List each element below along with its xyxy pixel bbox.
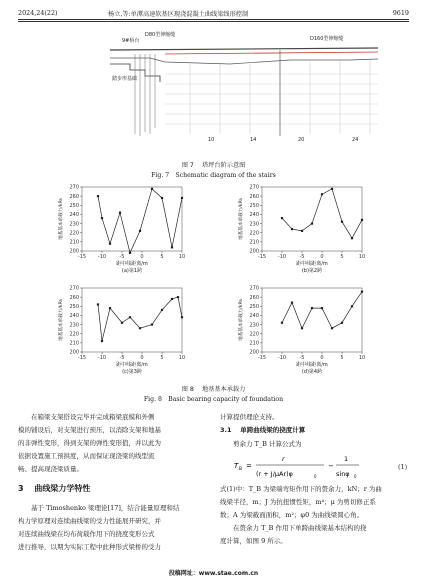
body-line: 构力学原理对连续曲线梁的受力性能展开研究，并	[18, 517, 161, 525]
plot-frame	[262, 187, 362, 251]
x-axis-label: 距中线距离/m	[296, 261, 328, 267]
y-tick-label: 210	[249, 340, 259, 347]
data-point	[161, 197, 163, 199]
y-tick-label: 270	[69, 184, 79, 191]
data-point	[181, 197, 183, 199]
fig8-caption-cn: 图 8 地基基本承载力	[181, 386, 246, 393]
data-point	[311, 307, 313, 309]
pile-group	[135, 54, 155, 136]
equation-1	[234, 451, 384, 481]
chart-span-3	[30, 282, 210, 379]
data-point	[361, 219, 363, 221]
x-tick-label: 5	[340, 355, 344, 361]
y-tick-label: 230	[249, 322, 259, 329]
y-tick-label: 220	[249, 331, 259, 338]
label-stair-foundation: 踏步形基础	[112, 76, 138, 82]
subplot-caption: (a)第1跨	[121, 268, 143, 274]
axis-label-20: 20	[298, 137, 305, 143]
data-point	[171, 298, 173, 300]
x-tick-label: 5	[160, 254, 164, 260]
svg-text:(r + J/μAr)φ: (r + J/μAr)φ	[256, 470, 293, 478]
y-axis-label: 地基基本承载力/kPa	[59, 299, 64, 341]
equation-number: (1)	[398, 463, 408, 471]
header-title: 杨立,等:单潭高速软基区现浇混凝土曲线梁线形控制	[108, 11, 249, 18]
data-point	[177, 296, 179, 298]
y-tick-label: 260	[69, 294, 79, 301]
x-tick-label: -5	[119, 355, 125, 361]
fig7-diagram	[90, 24, 390, 144]
data-point	[121, 322, 123, 324]
svg-text:T: T	[234, 462, 239, 470]
chart-span-1	[30, 181, 210, 278]
x-tick-label: -10	[277, 254, 287, 260]
y-tick-label: 270	[249, 184, 259, 191]
body-line: 计算提供理论支持。	[220, 413, 279, 421]
data-point	[331, 188, 333, 190]
plot-frame	[82, 288, 182, 352]
y-tick-label: 240	[249, 212, 259, 219]
x-tick-label: -5	[119, 254, 125, 260]
x-axis-label: 距中线距离/m	[116, 362, 148, 368]
body-line: 在箱梁支架搭设完毕并完成箱梁底模和外侧	[18, 413, 155, 421]
body-line: 基于 Timoshenko 梁理论[17]，结合能量原理和结	[18, 504, 180, 512]
data-point	[139, 230, 141, 232]
data-point	[301, 230, 303, 232]
data-point	[351, 305, 353, 307]
x-tick-label: 0	[140, 355, 144, 361]
y-tick-label: 260	[249, 294, 259, 301]
data-point	[129, 252, 131, 254]
x-tick-label: -15	[257, 355, 267, 361]
data-point	[151, 323, 153, 325]
data-point	[351, 237, 353, 239]
deck-line	[110, 48, 378, 50]
svg-text:−: −	[328, 462, 334, 470]
x-tick-label: -10	[277, 355, 287, 361]
data-point	[321, 307, 323, 309]
data-point	[109, 307, 111, 309]
chart-span-4	[210, 282, 390, 379]
y-tick-label: 230	[249, 221, 259, 228]
section-heading: 3 曲线梁力学特性	[18, 484, 91, 493]
data-point	[281, 217, 283, 219]
y-tick-label: 210	[69, 239, 79, 246]
body-line: 模的铺设后，对支架进行预压，以消除支架和地基	[18, 426, 161, 434]
series-line	[98, 297, 182, 341]
y-axis-label: 地基基本承载力/kPa	[239, 299, 244, 341]
body-line: 度计算，如图 9 所示。	[220, 537, 287, 545]
y-tick-label: 210	[69, 340, 79, 347]
y-tick-label: 200	[249, 349, 259, 356]
x-tick-label: 0	[140, 254, 144, 260]
data-point	[139, 327, 141, 329]
y-tick-label: 270	[249, 285, 259, 292]
series-line	[282, 189, 362, 238]
y-tick-label: 240	[69, 313, 79, 320]
body-line: 在赘余力 T_B 作用下单跨曲线梁基本结构的挠	[220, 524, 367, 532]
x-axis-label: 距中线距离/m	[296, 362, 328, 368]
body-line: 剪余力 T_B 计算公式为	[220, 440, 302, 448]
data-point	[361, 291, 363, 293]
axis-label-10: 10	[208, 137, 215, 143]
data-point	[341, 322, 343, 324]
plot-frame	[262, 288, 362, 352]
svg-text:sinφ: sinφ	[336, 470, 350, 478]
series-line	[282, 292, 362, 329]
data-point	[281, 322, 283, 324]
data-point	[341, 221, 343, 223]
y-tick-label: 220	[249, 230, 259, 237]
y-tick-label: 260	[249, 193, 259, 200]
subsection-heading: 3.1 单跨曲线梁的挠度计算	[220, 426, 306, 434]
label-abutment: 9#桥台	[122, 38, 140, 44]
svg-text:r: r	[282, 455, 285, 463]
fig7-caption-en: Fig. 7 Schematic diagram of the stairs	[151, 172, 276, 179]
data-point	[321, 193, 323, 195]
deck-red-line	[165, 52, 378, 54]
footer-url: 投稿网址：www.stae.com.cn	[168, 570, 259, 577]
x-axis-label: 距中线距离/m	[116, 261, 148, 267]
header-rule	[18, 19, 409, 20]
header-issue: 2024,24(22)	[18, 9, 58, 17]
svg-text:=: =	[246, 462, 252, 470]
y-tick-label: 240	[69, 212, 79, 219]
y-tick-label: 250	[249, 303, 259, 310]
data-point	[311, 222, 313, 224]
y-tick-label: 230	[69, 322, 79, 329]
svg-text:0: 0	[354, 474, 357, 479]
data-point	[161, 309, 163, 311]
body-line: 式(1)中：T_B 为梁端弯矩作用下的赘余力，kN；r 为曲	[220, 485, 382, 493]
body-line: 进行推导，以期为实际工程中此种形式梁桥的受力	[18, 543, 161, 551]
x-tick-label: 10	[358, 355, 366, 361]
x-tick-label: -15	[77, 254, 87, 260]
x-tick-label: 10	[178, 355, 186, 361]
scaffold-horizontals	[165, 74, 378, 124]
y-tick-label: 210	[249, 239, 259, 246]
y-tick-label: 240	[249, 313, 259, 320]
x-tick-label: -15	[257, 254, 267, 260]
subplot-caption: (d)第4跨	[301, 369, 323, 375]
x-tick-label: 10	[358, 254, 366, 260]
data-point	[119, 212, 121, 214]
x-tick-label: -5	[299, 254, 305, 260]
y-tick-label: 250	[249, 202, 259, 209]
y-tick-label: 230	[69, 221, 79, 228]
axis-label-24: 24	[352, 137, 359, 143]
data-point	[331, 327, 333, 329]
data-point	[151, 188, 153, 190]
y-tick-label: 270	[69, 285, 79, 292]
data-point	[101, 340, 103, 342]
y-tick-label: 220	[69, 230, 79, 237]
svg-text:0: 0	[314, 474, 317, 479]
subplot-caption: (b)第2跨	[301, 268, 323, 274]
x-tick-label: 0	[320, 254, 324, 260]
label-d160-joint: D160型伸缩缝	[310, 36, 344, 42]
data-point	[129, 316, 131, 318]
label-d80-joint: D80型伸缩缝	[145, 32, 176, 38]
y-tick-label: 250	[69, 202, 79, 209]
x-tick-label: 5	[160, 355, 164, 361]
data-point	[301, 327, 303, 329]
data-point	[101, 217, 103, 219]
body-line: 对连续曲线梁在均布荷载作用下的挠度变形公式	[18, 530, 155, 538]
subplot-caption: (c)第3跨	[122, 369, 142, 375]
svg-text:1: 1	[344, 455, 349, 463]
fig7-caption-cn: 图 7 塔坪台阶示意图	[181, 162, 246, 169]
body-line: 畅、提高现浇梁质量。	[18, 465, 83, 473]
body-line: 的非弹性变形，得到支架的弹性变形值，并以此为	[18, 439, 161, 447]
data-point	[171, 246, 173, 248]
data-point	[97, 195, 99, 197]
data-point	[109, 243, 111, 245]
y-axis-label: 地基基本承载力/kPa	[59, 198, 64, 240]
body-line: 依据设置施工预拱度，从而保证现浇梁的线型流	[18, 452, 155, 460]
fig8-caption-en: Fig. 8 Basic bearing capacity of foundation	[143, 396, 284, 403]
svg-text:B: B	[239, 467, 243, 472]
x-tick-label: -5	[299, 355, 305, 361]
x-tick-label: 0	[320, 355, 324, 361]
x-tick-label: -10	[97, 254, 107, 260]
y-axis-label: 地基基本承载力/kPa	[239, 198, 244, 240]
body-line: 数；A 为梁截面面积，m²；φ0 为曲线梁圆心角。	[220, 511, 364, 519]
y-tick-label: 220	[69, 331, 79, 338]
x-tick-label: -10	[97, 355, 107, 361]
y-tick-label: 200	[69, 248, 79, 255]
header-page: 9619	[392, 9, 409, 17]
data-point	[181, 316, 183, 318]
axis-label-14: 14	[250, 137, 257, 143]
y-tick-label: 200	[69, 349, 79, 356]
x-tick-label: 10	[178, 254, 186, 260]
data-point	[97, 303, 99, 305]
data-point	[291, 228, 293, 230]
data-point	[291, 302, 293, 304]
y-tick-label: 200	[249, 248, 259, 255]
y-tick-label: 260	[69, 193, 79, 200]
x-tick-label: 5	[340, 254, 344, 260]
x-tick-label: -15	[77, 355, 87, 361]
y-tick-label: 250	[69, 303, 79, 310]
chart-span-2	[210, 181, 390, 278]
body-line: 线梁半径，m；J 为抗扭惯性矩，m⁴；μ 为剪切修正系	[220, 498, 376, 506]
